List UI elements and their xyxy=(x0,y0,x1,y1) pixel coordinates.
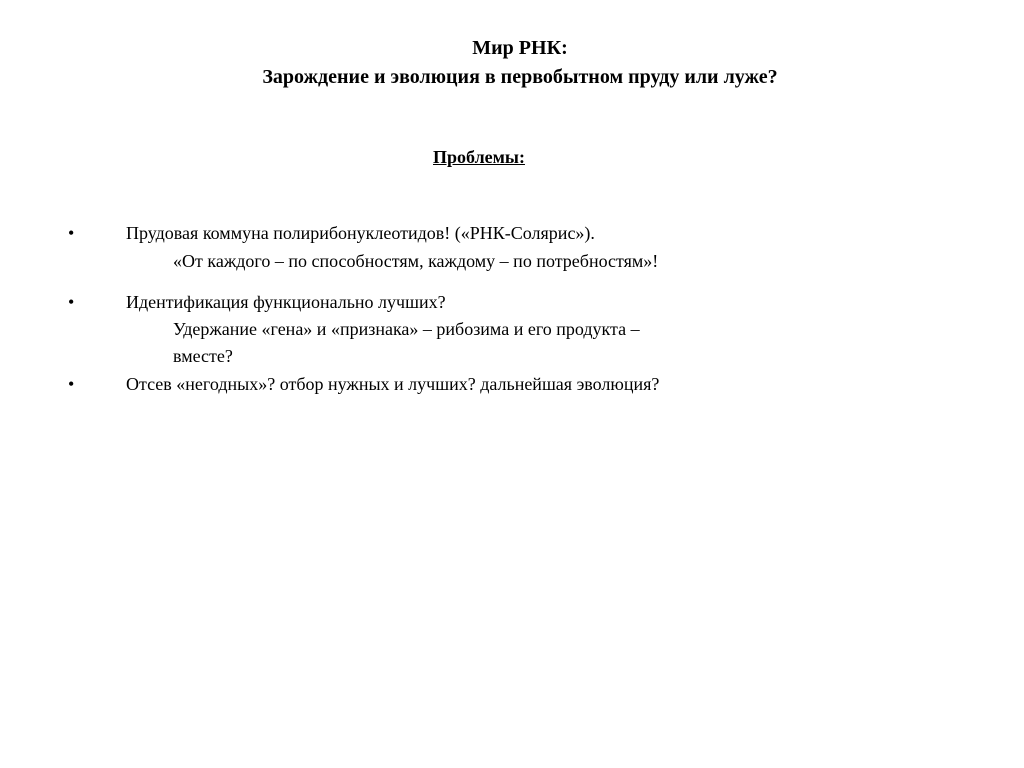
bullet-marker: • xyxy=(68,223,75,243)
bullet-text: Идентификация функционально лучших? xyxy=(126,292,446,312)
bullet-text: Прудовая коммуна полирибонуклеотидов! («РНК-Солярис»). xyxy=(126,223,595,243)
problems-heading: Проблемы: xyxy=(433,147,525,167)
bullet-marker: • xyxy=(68,292,75,312)
bullet-subtext: «От каждого – по способностям, каждому – по потребностям»! xyxy=(173,251,659,271)
bullet-subtext: вместе? xyxy=(173,346,233,366)
bullet-marker: • xyxy=(68,374,75,394)
page-title: Мир РНК: xyxy=(472,37,568,59)
page-subtitle: Зарождение и эволюция в первобытном пруду или луже? xyxy=(262,66,778,88)
bullet-text: Отсев «негодных»? отбор нужных и лучших? дальнейшая эволюция? xyxy=(126,374,660,394)
bullet-subtext: Удержание «гена» и «признака» – рибозима и его продукта – xyxy=(173,319,640,339)
